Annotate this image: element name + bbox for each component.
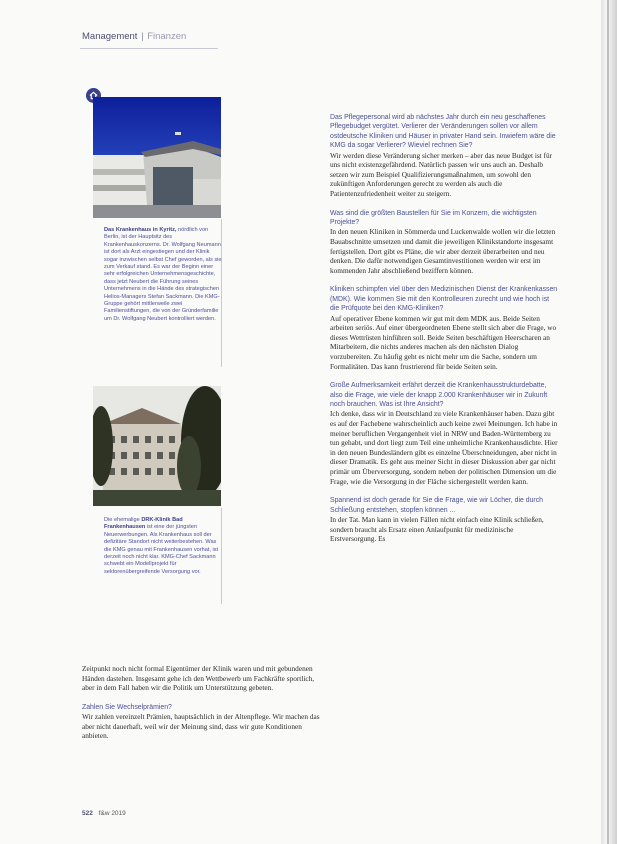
- qa-block: [330, 381, 558, 486]
- qa-block: [330, 496, 558, 544]
- question: Kliniken schimpfen viel über den Medizinischen Dienst der Krankenkassen (MDK). Wie kommen Sie mit den Kontrolleuren zurecht und wie hoch ist die Prüfquote bei den KMG-Kliniken?: [330, 286, 558, 313]
- section-separator: |: [141, 31, 144, 42]
- caption-drk-lead: DRK-Klinik Bad Frankenhausen: [104, 517, 183, 531]
- drk-klinik-photo: [93, 386, 221, 506]
- page-edge: [601, 0, 617, 844]
- caption-drk-pre: Die ehemalige: [104, 517, 140, 523]
- page-footer: [82, 810, 126, 817]
- question: Was sind die größten Baustellen für Sie im Konzern, die wichtigsten Projekte?: [330, 209, 537, 226]
- question: Große Aufmerksamkeit erfährt derzeit die Krankenhausstrukturdebatte, also die Frage, wie viele der knapp 2.000 Krankenhäuser wir in Zukunft noch brauchen. Was ist Ihre Ansicht?: [330, 382, 548, 408]
- section-header: [82, 31, 186, 42]
- caption-kyritz-text: nördlich von Berlin, ist der Hauptsitz des Krankenhauskonzerns. Dr. Wolfgang Neumann ist dort als Arzt eingestiegen und der Klinik sogar inzwischen selbst Chef geworden, als sie zum Verkauf stand. Es war der Beginn einer sehr erfolgreichen Unternehmensgeschichte, dass jetzt Neubert die Führung seines Unternehmens in die Hände des strategischen Helios-Managers Stefan Sackmann. Die KMG-Gruppe gehört mittlerweile zwei Familienstiftungen, die von der Gründerfamilie um Dr. Wolfgang Neubert kontrolliert werden.: [104, 227, 222, 322]
- qa-block: [82, 664, 322, 693]
- magazine-name: f&w 2019: [98, 810, 126, 817]
- hospital-kyritz-photo: [93, 97, 221, 218]
- question: Das Pflegepersonal wird ab nächstes Jahr durch ein neu geschaffenes Pflegebudget vergütet. Verlierer der Veränderungen sollen vor allem ostdeutsche Kliniken und Häuser in privater Hand sein. Inwiefern wäre die KMG da sogar Verlierer? Wieviel rechnen Sie?: [330, 114, 556, 150]
- answer: Ich denke, dass wir in Deutschland zu viele Krankenhäuser haben. Dazu gibt es auf der Fachebene wahrscheinlich auch keine zwei Meinungen. Ich habe in meiner beruflichen Vergangenheit viel in NRW und Baden-Württemberg zu tun gehabt, und dort liegt zum Teil eine unheimliche Krankenhausdichte. Hier in den neuen Bundesländern gibt es einzelne Überschneidungen, aber nicht in dieser Dramatik. Es geht aus meiner Sicht in dieser Diskussion aber gar nicht primär um Überversorgung, sondern neben der politischen Dimension um die Frage, wie die Versorgung in der Fläche sichergestellt werden kann.: [330, 409, 558, 486]
- page-edge-line: [607, 0, 609, 844]
- interview-left-column: [82, 664, 322, 751]
- subsection-title: Finanzen: [147, 31, 187, 42]
- answer: In den neuen Kliniken in Sömmerda und Luckenwalde wollen wir die letzten Bauabschnitte umsetzen und damit die jeweiligen Klinikstandorte insgesamt fertigstellen. Dort gibt es Pläne, die wir aber derzeit überarbeiten und neu denken. Die dafür notwendigen Gesamtinvestitionen werden wir erst im kommenden Jahr abschließend beziffern können.: [330, 227, 556, 275]
- interview-right-column: [330, 113, 558, 554]
- qa-block: [330, 285, 558, 371]
- photo-caption-kyritz: [104, 227, 222, 323]
- answer: Wir zahlen vereinzelt Prämien, hauptsächlich in der Altenpflege. Wir machen das aber nicht dauerhaft, weil wir der Meinung sind, dass wir gute Konditionen anbieten.: [82, 712, 320, 741]
- answer: In der Tat. Man kann in vielen Fällen nicht einfach eine Klinik schließen, sondern braucht als Ersatz einen Anlaufpunkt für medizinische Erstversorgung. Es: [330, 514, 544, 544]
- answer: Auf operativer Ebene kommen wir gut mit dem MDK aus. Beide Seiten arbeiten seriös. Auf einer übergeordneten Ebene stellt sich aber die Frage, wo dieses Wettrüsten hinführen soll. Beide Seiten beschäftigen Heerscharen an Mitarbeitern, die nichts anderes machen als den nächsten Dialog vorzubereiten. Zu häufig geht es nicht mehr um die Sache, sondern um Formalitäten. Das kann frustrierend für beide Seiten sein.: [330, 313, 557, 371]
- qa-block: [330, 209, 558, 276]
- header-rule: [80, 48, 218, 49]
- photo-caption-drk: [104, 517, 222, 576]
- answer: Wir werden diese Veränderung sicher merken – aber das neue Budget ist für uns nicht existenzgefährdend. Natürlich passen wir uns auch an. Deshalb setzen wir zum Beispiel Qualifizierungsmaßnahmen, um sowohl den zukünftigen Anforderungen gerecht zu werden als auch die Patientenzufriedenheit weiter zu steigern.: [330, 150, 553, 198]
- question: Zahlen Sie Wechselprämien?: [82, 703, 172, 711]
- qa-block: [82, 703, 322, 741]
- answer: Zeitpunkt noch nicht formal Eigentümer der Klinik waren und mit gebundenen Händen dastehen. Insgesamt gehe ich den Wettbewerb um Fachkräfte sportlich, aber in dem Fall haben wir die Politik um Unterstützung gebeten.: [82, 664, 315, 693]
- caption-kyritz-lead: Das Krankenhaus in Kyritz,: [104, 227, 177, 233]
- qa-block: [330, 113, 558, 199]
- caption-drk-text: ist eine der jüngsten Neuerwerbungen. Als Krankenhaus soll der defizitäre Standort nicht weiterbestehen. Was die KMG genau mit Frankenhausen vorhat, ist derzeit noch nicht klar. KMG-Chef Sackmann schwebt ein Modellprojekt für sektorenübergreifende Versorgung vor.: [104, 524, 219, 575]
- section-title: Management: [82, 31, 138, 42]
- question: Spannend ist doch gerade für Sie die Frage, wie wir Löcher, die durch Schließung entstehen, stopfen können ...: [330, 497, 543, 514]
- page-number: 522: [82, 810, 93, 817]
